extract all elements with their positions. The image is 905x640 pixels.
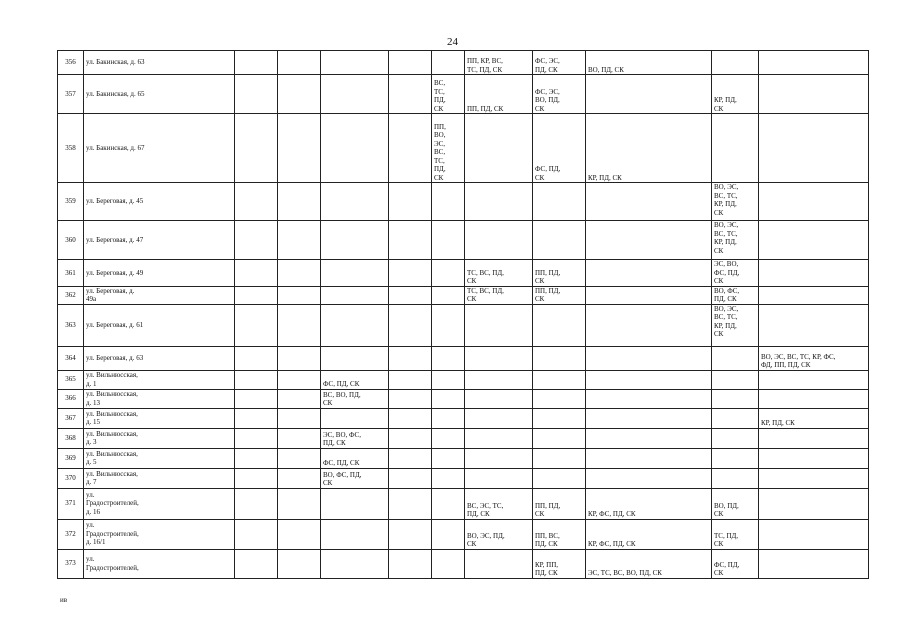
work-cell <box>278 448 321 468</box>
work-cell <box>432 51 465 75</box>
work-cell <box>533 304 586 346</box>
work-cell <box>389 304 432 346</box>
address-cell: ул. Береговая, д. 61 <box>84 304 235 346</box>
work-cell <box>389 488 432 519</box>
work-cell <box>235 519 278 549</box>
work-cell <box>759 183 869 221</box>
address-cell: ул. Градостроителей, <box>84 549 235 578</box>
work-cell <box>586 286 712 304</box>
work-cell <box>759 75 869 114</box>
work-cell <box>278 488 321 519</box>
row-number: 358 <box>58 114 84 183</box>
work-cell <box>235 408 278 428</box>
address-cell: ул. Береговая, д. 63 <box>84 346 235 370</box>
address-cell: ул. Береговая, д. 49а <box>84 286 235 304</box>
work-cell <box>759 221 869 260</box>
work-cell <box>533 183 586 221</box>
row-number: 362 <box>58 286 84 304</box>
work-cell: ВО, ФС, ПД, СК <box>712 286 759 304</box>
work-cell <box>389 428 432 448</box>
work-cell <box>432 346 465 370</box>
work-cell <box>759 519 869 549</box>
work-cell: ВО, ПД, СК <box>586 51 712 75</box>
work-cell <box>389 408 432 428</box>
work-cell <box>533 408 586 428</box>
address-cell: ул. Бакинская, д. 67 <box>84 114 235 183</box>
work-cell <box>278 304 321 346</box>
work-cell <box>235 346 278 370</box>
work-cell <box>235 428 278 448</box>
row-number: 373 <box>58 549 84 578</box>
work-cell <box>712 448 759 468</box>
work-cell: КР, ПД, СК <box>586 114 712 183</box>
work-cell <box>712 114 759 183</box>
work-cell <box>432 304 465 346</box>
work-cell <box>533 448 586 468</box>
row-number: 364 <box>58 346 84 370</box>
work-cell <box>321 519 389 549</box>
table-row <box>58 428 869 448</box>
work-cell <box>432 549 465 578</box>
work-cell <box>759 51 869 75</box>
work-cell <box>586 428 712 448</box>
work-cell <box>235 286 278 304</box>
work-cell <box>465 304 533 346</box>
work-cell <box>389 346 432 370</box>
work-cell <box>465 468 533 488</box>
work-cell <box>321 488 389 519</box>
table-row <box>58 389 869 408</box>
address-cell: ул. Вильнюсская, д. 3 <box>84 428 235 448</box>
work-cell: ВО, ЭС, ВС, ТС, КР, ПД, СК <box>712 221 759 260</box>
work-cell <box>321 51 389 75</box>
work-cell <box>465 183 533 221</box>
work-cell <box>586 75 712 114</box>
work-cell <box>389 286 432 304</box>
address-cell: ул. Вильнюсская, д. 1 <box>84 370 235 389</box>
work-cell <box>465 448 533 468</box>
table-row <box>58 346 869 370</box>
work-cell <box>278 549 321 578</box>
work-cell <box>321 549 389 578</box>
work-cell <box>235 488 278 519</box>
work-cell: ВО, ЭС, ВС, ТС, КР, ФС, ФД, ПП, ПД, СК <box>759 346 869 370</box>
work-cell <box>278 221 321 260</box>
work-cell <box>389 468 432 488</box>
table-row <box>58 51 869 75</box>
address-cell: ул. Бакинская, д. 65 <box>84 75 235 114</box>
work-cell <box>389 549 432 578</box>
table-row <box>58 286 869 304</box>
row-number: 366 <box>58 389 84 408</box>
address-cell: ул. Вильнюсская, д. 13 <box>84 389 235 408</box>
work-cell <box>465 370 533 389</box>
row-number: 368 <box>58 428 84 448</box>
work-cell: ВС, ВО, ПД, СК <box>321 389 389 408</box>
address-cell: ул. Вильнюсская, д. 5 <box>84 448 235 468</box>
table-row <box>58 408 869 428</box>
work-cell: ПП, ПД, СК <box>533 488 586 519</box>
work-cell <box>278 389 321 408</box>
work-cell: ВО, ФС, ПД, СК <box>321 468 389 488</box>
work-cell <box>432 408 465 428</box>
work-cell: КР, ПП, ПД, СК <box>533 549 586 578</box>
work-cell <box>321 221 389 260</box>
work-cell: ВС, ЭС, ТС, ПД, СК <box>465 488 533 519</box>
work-cell <box>465 408 533 428</box>
work-cell <box>759 370 869 389</box>
buildings-table <box>57 50 869 579</box>
work-cell: КР, ПД, СК <box>759 408 869 428</box>
table-row <box>58 75 869 114</box>
work-cell <box>432 519 465 549</box>
work-cell <box>321 346 389 370</box>
table-row <box>58 488 869 519</box>
work-cell: ФС, ЭС, ПД, СК <box>533 51 586 75</box>
table-row <box>58 448 869 468</box>
address-cell: ул. Вильнюсская, д. 7 <box>84 468 235 488</box>
work-cell: КР, ПД, СК <box>712 75 759 114</box>
address-cell: ул. Береговая, д. 47 <box>84 221 235 260</box>
work-cell: ТС, ПД, СК <box>712 519 759 549</box>
row-number: 369 <box>58 448 84 468</box>
footer-text: ив <box>60 596 68 604</box>
work-cell <box>712 346 759 370</box>
work-cell <box>321 183 389 221</box>
work-cell <box>759 428 869 448</box>
work-cell <box>432 389 465 408</box>
work-cell <box>389 51 432 75</box>
work-cell <box>235 468 278 488</box>
work-cell <box>278 286 321 304</box>
work-cell <box>278 468 321 488</box>
row-number: 356 <box>58 51 84 75</box>
work-cell <box>586 408 712 428</box>
work-cell: ФС, ПД, СК <box>712 549 759 578</box>
address-cell: ул. Бакинская, д. 63 <box>84 51 235 75</box>
address-cell: ул. Вильнюсская, д. 15 <box>84 408 235 428</box>
work-cell: ПП, ПД, СК <box>465 75 533 114</box>
work-cell <box>759 260 869 287</box>
work-cell: ПП, ПД, СК <box>533 260 586 287</box>
work-cell <box>389 75 432 114</box>
work-cell <box>278 408 321 428</box>
work-cell: ВС, ТС, ПД, СК <box>432 75 465 114</box>
work-cell <box>235 304 278 346</box>
work-cell <box>712 468 759 488</box>
row-number: 359 <box>58 183 84 221</box>
work-cell <box>278 519 321 549</box>
work-cell <box>586 468 712 488</box>
work-cell <box>759 389 869 408</box>
work-cell <box>586 183 712 221</box>
work-cell <box>235 183 278 221</box>
work-cell <box>533 468 586 488</box>
work-cell: ФС, ЭС, ВО, ПД, СК <box>533 75 586 114</box>
work-cell: ПП, ВС, ПД, СК <box>533 519 586 549</box>
work-cell: ПП, КР, ВС, ТС, ПД, СК <box>465 51 533 75</box>
work-cell: КР, ФС, ПД, СК <box>586 519 712 549</box>
work-cell <box>432 468 465 488</box>
table-row <box>58 370 869 389</box>
row-number: 370 <box>58 468 84 488</box>
work-cell <box>586 304 712 346</box>
work-cell <box>389 370 432 389</box>
work-cell <box>586 221 712 260</box>
work-cell <box>533 221 586 260</box>
work-cell <box>389 519 432 549</box>
address-cell: ул. Береговая, д. 49 <box>84 260 235 287</box>
work-cell: ЭС, ТС, ВС, ВО, ПД, СК <box>586 549 712 578</box>
work-cell <box>759 286 869 304</box>
work-cell <box>278 51 321 75</box>
address-cell: ул. Градостроителей, д. 16/1 <box>84 519 235 549</box>
work-cell <box>278 260 321 287</box>
table-row <box>58 549 869 578</box>
work-cell <box>278 428 321 448</box>
work-cell: ФС, ПД, СК <box>321 448 389 468</box>
work-cell <box>235 260 278 287</box>
work-cell <box>759 448 869 468</box>
work-cell: ФС, ПД, СК <box>321 370 389 389</box>
work-cell: ТС, ВС, ПД, СК <box>465 286 533 304</box>
work-cell <box>432 221 465 260</box>
work-cell <box>389 389 432 408</box>
work-cell <box>235 75 278 114</box>
work-cell <box>432 428 465 448</box>
table-row <box>58 468 869 488</box>
work-cell <box>586 370 712 389</box>
work-cell <box>759 114 869 183</box>
work-cell <box>712 389 759 408</box>
work-cell <box>389 183 432 221</box>
work-cell: ПП, ПД, СК <box>533 286 586 304</box>
work-cell: ПП, ВО, ЭС, ВС, ТС, ПД, СК <box>432 114 465 183</box>
work-cell <box>759 304 869 346</box>
work-cell <box>389 260 432 287</box>
work-cell <box>432 488 465 519</box>
work-cell <box>712 428 759 448</box>
row-number: 363 <box>58 304 84 346</box>
work-cell <box>533 428 586 448</box>
work-cell: ВО, ЭС, ВС, ТС, КР, ПД, СК <box>712 304 759 346</box>
work-cell <box>278 114 321 183</box>
work-cell <box>712 51 759 75</box>
work-cell <box>432 286 465 304</box>
work-cell <box>389 221 432 260</box>
work-cell <box>235 370 278 389</box>
row-number: 357 <box>58 75 84 114</box>
work-cell <box>321 286 389 304</box>
work-cell <box>465 428 533 448</box>
work-cell <box>235 114 278 183</box>
work-cell <box>586 389 712 408</box>
table-row <box>58 114 869 183</box>
work-cell <box>389 114 432 183</box>
work-cell <box>278 370 321 389</box>
work-cell: ТС, ВС, ПД, СК <box>465 260 533 287</box>
work-cell <box>235 389 278 408</box>
address-cell: ул. Градостроителей, д. 16 <box>84 488 235 519</box>
work-cell: ЭС, ВО, ФС, ПД, СК <box>712 260 759 287</box>
work-cell <box>235 549 278 578</box>
work-cell <box>278 183 321 221</box>
table-row <box>58 519 869 549</box>
work-cell <box>533 389 586 408</box>
work-cell <box>465 221 533 260</box>
work-cell <box>321 114 389 183</box>
work-cell <box>321 408 389 428</box>
work-cell <box>278 346 321 370</box>
work-cell <box>586 346 712 370</box>
work-cell <box>235 448 278 468</box>
row-number: 361 <box>58 260 84 287</box>
table-row <box>58 183 869 221</box>
work-cell <box>465 549 533 578</box>
work-cell: ВО, ЭС, ВС, ТС, КР, ПД, СК <box>712 183 759 221</box>
work-cell <box>432 183 465 221</box>
work-cell <box>321 260 389 287</box>
address-cell: ул. Береговая, д. 45 <box>84 183 235 221</box>
work-cell <box>321 304 389 346</box>
work-cell <box>465 346 533 370</box>
work-cell <box>389 448 432 468</box>
work-cell <box>278 75 321 114</box>
table-row <box>58 260 869 287</box>
row-number: 371 <box>58 488 84 519</box>
work-cell <box>465 389 533 408</box>
table-row <box>58 221 869 260</box>
row-number: 360 <box>58 221 84 260</box>
work-cell: ЭС, ВО, ФС, ПД, СК <box>321 428 389 448</box>
work-cell <box>321 75 389 114</box>
work-cell <box>759 549 869 578</box>
table-body <box>58 51 869 579</box>
page-number: 24 <box>447 36 458 48</box>
row-number: 365 <box>58 370 84 389</box>
work-cell <box>533 346 586 370</box>
work-cell <box>586 260 712 287</box>
work-cell <box>432 448 465 468</box>
work-cell: ВО, ПД, СК <box>712 488 759 519</box>
work-cell: ВО, ЭС, ПД, СК <box>465 519 533 549</box>
work-cell <box>235 51 278 75</box>
table-row <box>58 304 869 346</box>
work-cell: ФС, ПД, СК <box>533 114 586 183</box>
work-cell <box>432 260 465 287</box>
work-cell <box>712 408 759 428</box>
row-number: 367 <box>58 408 84 428</box>
work-cell <box>533 370 586 389</box>
row-number: 372 <box>58 519 84 549</box>
work-cell <box>465 114 533 183</box>
work-cell <box>235 221 278 260</box>
work-cell: КР, ФС, ПД, СК <box>586 488 712 519</box>
work-cell <box>712 370 759 389</box>
work-cell <box>759 488 869 519</box>
work-cell <box>759 468 869 488</box>
work-cell <box>432 370 465 389</box>
work-cell <box>586 448 712 468</box>
